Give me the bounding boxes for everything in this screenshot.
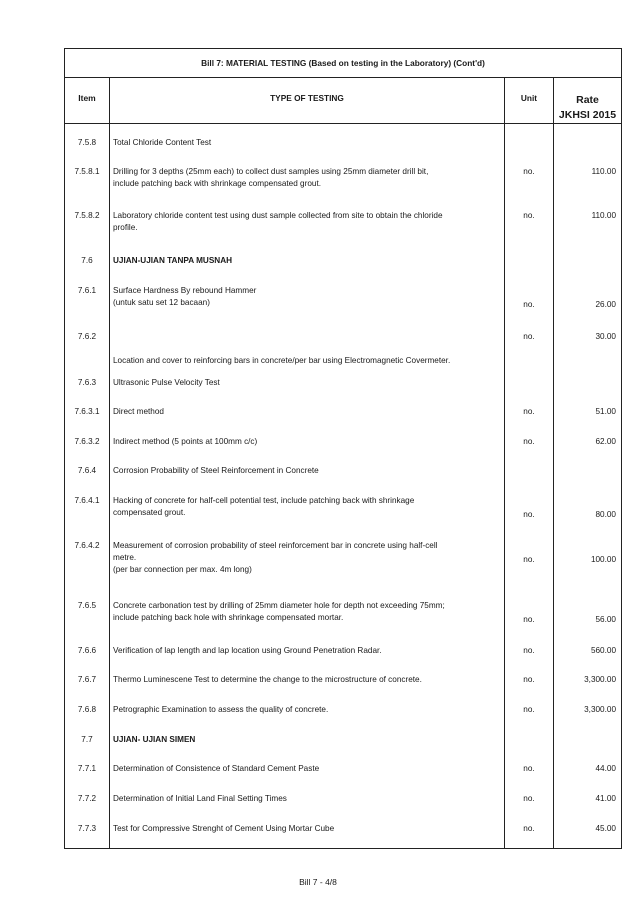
item-number: 7.7.2: [77, 794, 97, 803]
item-number: 7.7.3: [77, 824, 97, 833]
item-number: 7.6.8: [77, 705, 97, 714]
testing-description: [113, 763, 499, 775]
item-number: 7.6.4.1: [74, 496, 100, 505]
item-number: 7.6.1: [77, 286, 97, 295]
item-number: 7.6.3.2: [74, 437, 100, 446]
rate-cell: 26.00: [595, 300, 616, 309]
description-line: [113, 331, 499, 343]
rate-cell: 110.00: [591, 211, 616, 220]
description-line: Laboratory chloride content test using dust sample collected from site to obtain the chloride: [113, 211, 443, 220]
rate-cell: 51.00: [595, 407, 616, 416]
testing-description: [113, 255, 499, 267]
item-number: 7.6: [81, 256, 93, 265]
testing-description: [113, 285, 499, 309]
description-line: Hacking of concrete for half-cell potential test, include patching back with shrinkage: [113, 496, 415, 505]
header-type-of-testing: TYPE OF TESTING: [270, 93, 344, 103]
bill-table: [64, 48, 622, 849]
description-line: Indirect method (5 points at 100mm c/c): [113, 437, 258, 446]
unit-cell: no.: [523, 764, 535, 773]
unit-cell: no.: [523, 510, 535, 519]
description-line: include patching back with shrinkage compensated grout.: [113, 179, 321, 188]
description-line: Total Chloride Content Test: [113, 138, 212, 147]
column-divider: [553, 77, 554, 848]
unit-cell: no.: [523, 437, 535, 446]
testing-description: [113, 377, 499, 389]
description-line: metre.: [113, 553, 137, 562]
description-line: Drilling for 3 depths (25mm each) to collect dust samples using 25mm diameter drill bit,: [113, 167, 429, 176]
description-line: (per bar connection per max. 4m long): [113, 565, 252, 574]
item-number: 7.7: [81, 735, 93, 744]
description-line: profile.: [113, 223, 138, 232]
unit-cell: no.: [523, 824, 535, 833]
testing-description: [113, 166, 499, 190]
description-line: include patching back hole with shrinkage compensated mortar.: [113, 613, 344, 622]
description-line: UJIAN-UJIAN TANPA MUSNAH: [113, 256, 233, 265]
testing-description: [113, 793, 499, 805]
description-line: compensated grout.: [113, 508, 186, 517]
item-number: 7.6.3: [77, 378, 97, 387]
item-number: 7.6.7: [77, 675, 97, 684]
description-line: Concrete carbonation test by drilling of 25mm diameter hole for depth not exceeding 75mm;: [113, 601, 445, 610]
description-line: Petrographic Examination to assess the quality of concrete.: [113, 705, 329, 714]
rate-cell: 56.00: [595, 615, 616, 624]
testing-description: [113, 436, 499, 448]
testing-description: [113, 540, 499, 576]
item-number: 7.6.6: [77, 646, 97, 655]
testing-description: [113, 210, 499, 234]
rate-cell: 560.00: [590, 646, 616, 655]
table-title: Bill 7: MATERIAL TESTING (Based on testing in the Laboratory) (Cont'd): [65, 49, 621, 78]
unit-cell: no.: [523, 646, 535, 655]
unit-cell: no.: [523, 407, 535, 416]
description-line: Verification of lap length and lap location using Ground Penetration Radar.: [113, 646, 382, 655]
header-unit: Unit: [520, 93, 538, 103]
rate-cell: 62.00: [595, 437, 616, 446]
header-rate-label: Rate: [576, 94, 599, 106]
header-rate: [554, 93, 621, 123]
item-number: 7.6.4: [77, 466, 97, 475]
description-line: Location and cover to reinforcing bars in concrete/per bar using Electromagnetic Covermeter.: [113, 356, 451, 365]
testing-description: [113, 600, 499, 624]
unit-cell: no.: [523, 615, 535, 624]
testing-description: [113, 137, 499, 149]
description-line: (untuk satu set 12 bacaan): [113, 298, 210, 307]
description-line: Direct method: [113, 407, 164, 416]
rate-cell: 41.00: [595, 794, 616, 803]
description-line: Thermo Luminescene Test to determine the change to the microstructure of concrete.: [113, 675, 422, 684]
rate-cell: 3,300.00: [584, 705, 616, 714]
testing-description: [113, 674, 499, 686]
testing-description: [113, 645, 499, 657]
description-line: UJIAN- UJIAN SIMEN: [113, 735, 196, 744]
header-rate-year: JKHSI 2015: [558, 109, 617, 121]
unit-cell: no.: [523, 555, 535, 564]
description-line: Determination of Initial Land Final Setting Times: [113, 794, 287, 803]
unit-cell: no.: [523, 794, 535, 803]
item-number: 7.7.1: [77, 764, 97, 773]
unit-cell: no.: [523, 167, 535, 176]
item-number: 7.6.3.1: [74, 407, 100, 416]
description-line: [113, 343, 499, 355]
description-line: Corrosion Probability of Steel Reinforcement in Concrete: [113, 466, 319, 475]
description-line: Ultrasonic Pulse Velocity Test: [113, 378, 220, 387]
unit-cell: no.: [523, 705, 535, 714]
item-number: 7.6.2: [77, 332, 97, 341]
header-row: [65, 77, 621, 124]
unit-cell: no.: [523, 211, 535, 220]
item-number: 7.5.8.1: [74, 167, 100, 176]
unit-cell: no.: [523, 300, 535, 309]
unit-cell: no.: [523, 332, 535, 341]
testing-description: [113, 406, 499, 418]
column-divider: [504, 77, 505, 848]
column-divider: [109, 77, 110, 848]
testing-description: [113, 465, 499, 477]
testing-description: [113, 823, 499, 835]
testing-description: [113, 495, 499, 519]
rate-cell: 30.00: [595, 332, 616, 341]
header-item: Item: [78, 93, 96, 103]
rate-cell: 44.00: [595, 764, 616, 773]
description-line: Test for Compressive Strenght of Cement Using Mortar Cube: [113, 824, 335, 833]
item-number: 7.6.5: [77, 601, 97, 610]
rate-cell: 110.00: [591, 167, 616, 176]
rate-cell: 100.00: [590, 555, 616, 564]
rate-cell: 45.00: [595, 824, 616, 833]
page-footer: Bill 7 - 4/8: [299, 877, 337, 887]
item-number: 7.5.8: [77, 138, 97, 147]
description-line: Determination of Consistence of Standard Cement Paste: [113, 764, 320, 773]
description-line: Surface Hardness By rebound Hammer: [113, 286, 257, 295]
rate-cell: 80.00: [595, 510, 616, 519]
testing-description: [113, 704, 499, 716]
item-number: 7.5.8.2: [74, 211, 100, 220]
unit-cell: no.: [523, 675, 535, 684]
rate-cell: 3,300.00: [584, 675, 616, 684]
testing-description: [113, 331, 499, 367]
description-line: Measurement of corrosion probability of steel reinforcement bar in concrete using half-cell: [113, 541, 438, 550]
item-number: 7.6.4.2: [74, 541, 100, 550]
testing-description: [113, 734, 499, 746]
